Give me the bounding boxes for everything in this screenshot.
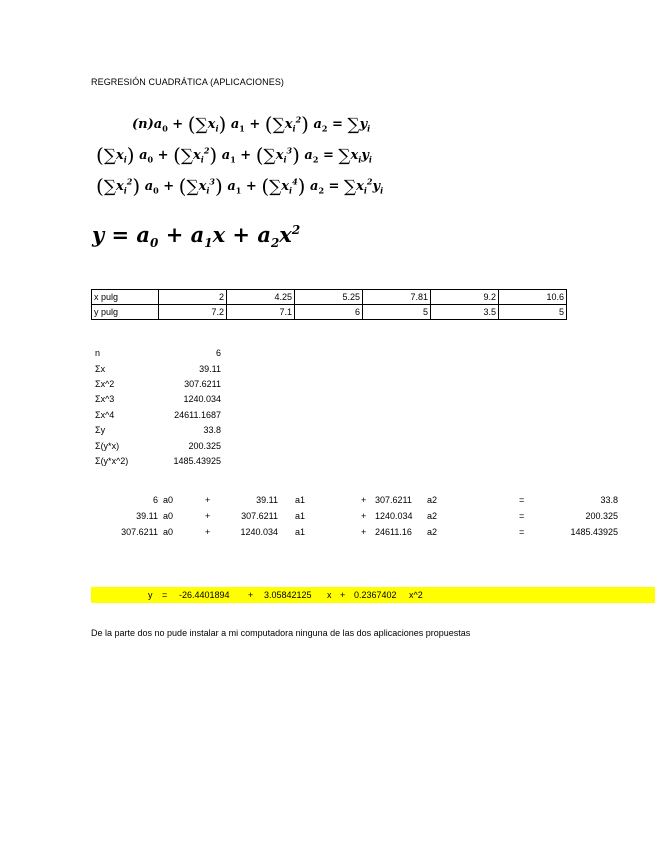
coef-a2: 307.6211 — [375, 495, 412, 505]
table-cell: 3.5 — [431, 305, 499, 320]
normal-equation-2: $(\sum x_i) a_0 + (\sum x_i^2) a_1 + (\sum x_i^3) a_2 = \sum x_iy_i$ — [96, 143, 372, 167]
coef-a1: 39.11 — [256, 495, 278, 505]
plus-sign: + — [361, 511, 367, 521]
rhs-value: 33.8 — [600, 495, 618, 505]
result-plus: + — [248, 590, 254, 600]
sum-row — [95, 348, 221, 364]
plus-sign: + — [205, 527, 211, 537]
model-equation: $y = a_0 + a_1x + a_2x^2$ — [92, 222, 301, 251]
table-cell: 9.2 — [431, 290, 499, 305]
sum-row — [95, 410, 221, 426]
result-b2: 0.2367402 — [354, 590, 397, 600]
result-b1: 3.05842125 — [264, 590, 312, 600]
equals-sign: = — [519, 495, 525, 505]
sum-value: 1240.034 — [183, 394, 221, 404]
coef-a2: 24611.16 — [375, 527, 412, 537]
sum-row — [95, 425, 221, 441]
system-row — [91, 527, 621, 543]
sum-value: 33.8 — [203, 425, 221, 435]
result-y: y — [148, 590, 153, 600]
sum-key: Σ(y*x^2) — [95, 456, 129, 466]
sum-key: Σx — [95, 364, 106, 374]
result-x2: x^2 — [409, 590, 423, 600]
result-equals: = — [162, 590, 168, 600]
coef-a0: 39.11 — [136, 511, 158, 521]
sum-key: Σx^2 — [95, 379, 115, 389]
sum-key: n — [95, 348, 101, 358]
result-x: x — [327, 590, 332, 600]
sum-value: 307.6211 — [184, 379, 221, 389]
rhs-value: 1485.43925 — [570, 527, 618, 537]
var-a0: a0 — [163, 511, 174, 521]
table-cell: 10.6 — [499, 290, 567, 305]
normal-equation-1: $(n)a_0 + (\sum x_i) a_1 + (\sum x_i^2) a_2 = \sum y_i$ — [132, 112, 371, 136]
table-cell: 4.25 — [227, 290, 295, 305]
coef-a2: 1240.034 — [375, 511, 413, 521]
sum-value: 200.325 — [188, 441, 221, 451]
page-title: REGRESIÓN CUADRÁTICA (APLICACIONES) — [91, 77, 285, 87]
coef-a1: 1240.034 — [240, 527, 278, 537]
var-a2: a2 — [427, 511, 438, 521]
var-a2: a2 — [427, 527, 438, 537]
sum-key: Σx^4 — [95, 410, 115, 420]
var-a1: a1 — [295, 511, 306, 521]
plus-sign: + — [361, 495, 367, 505]
table-row — [92, 290, 567, 305]
row-label: x pulg — [92, 290, 159, 305]
sum-row — [95, 456, 221, 472]
coef-a0: 6 — [152, 495, 158, 505]
coef-a0: 307.6211 — [121, 527, 158, 537]
normal-equation-3: $(\sum x_i^2) a_0 + (\sum x_i^3) a_1 + (\sum x_i^4) a_2 = \sum x_i^2y_i$ — [96, 174, 384, 198]
sum-key: Σ(y*x) — [95, 441, 120, 451]
table-cell: 6 — [295, 305, 363, 320]
sum-row — [95, 394, 221, 410]
data-table — [91, 289, 567, 320]
equals-sign: = — [519, 511, 525, 521]
var-a0: a0 — [163, 527, 174, 537]
sum-value: 39.11 — [199, 364, 221, 374]
sum-row — [95, 379, 221, 395]
plus-sign: + — [205, 495, 211, 505]
result-equation — [91, 587, 655, 603]
var-a0: a0 — [163, 495, 174, 505]
sum-row — [95, 364, 221, 380]
note-text: De la parte dos no pude instalar a mi computadora ninguna de las dos aplicaciones propuestas — [91, 628, 471, 638]
system-row — [91, 495, 621, 511]
table-cell: 5 — [363, 305, 431, 320]
plus-sign: + — [361, 527, 367, 537]
result-plus: + — [340, 590, 346, 600]
sum-row — [95, 441, 221, 457]
table-cell: 7.81 — [363, 290, 431, 305]
table-cell: 2 — [159, 290, 227, 305]
sum-value: 6 — [215, 348, 221, 358]
table-row — [92, 305, 567, 320]
sum-value: 1485.43925 — [173, 456, 221, 466]
coef-a1: 307.6211 — [241, 511, 278, 521]
row-label: y pulg — [92, 305, 159, 320]
sum-value: 24611.1687 — [174, 410, 221, 420]
equals-sign: = — [519, 527, 525, 537]
table-cell: 5.25 — [295, 290, 363, 305]
sum-key: Σy — [95, 425, 106, 435]
rhs-value: 200.325 — [585, 511, 618, 521]
var-a1: a1 — [295, 495, 306, 505]
system-row — [91, 511, 621, 527]
result-b0: -26.4401894 — [179, 590, 230, 600]
sum-key: Σx^3 — [95, 394, 115, 404]
table-cell: 7.1 — [227, 305, 295, 320]
plus-sign: + — [205, 511, 211, 521]
var-a1: a1 — [295, 527, 306, 537]
table-cell: 7.2 — [159, 305, 227, 320]
var-a2: a2 — [427, 495, 438, 505]
table-cell: 5 — [499, 305, 567, 320]
